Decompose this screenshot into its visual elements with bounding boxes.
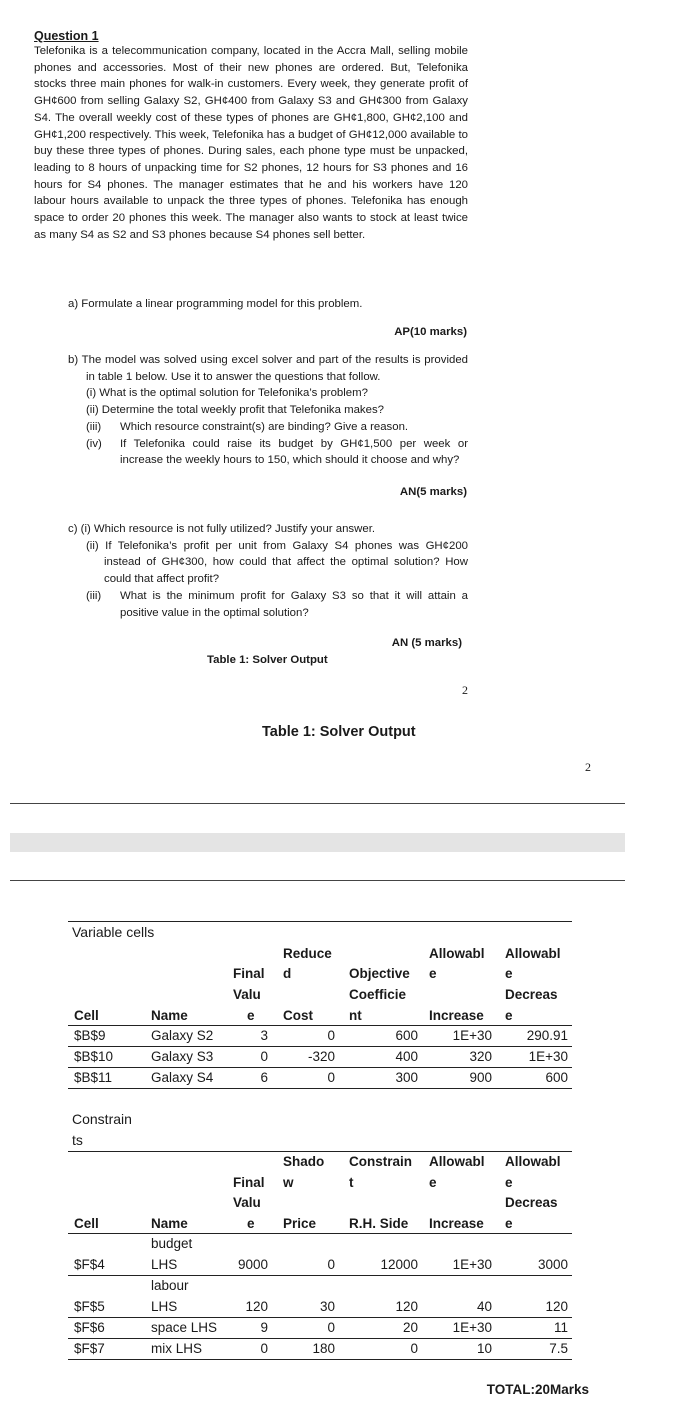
header-allow-decrease-3: Decreas	[505, 987, 558, 1002]
constraints-label-1: Constrain	[72, 1111, 132, 1127]
part-c	[68, 521, 468, 621]
question-paragraph: Telefonika is a telecommunication company, located in the Accra Mall, selling mobile phones and accessories. Most of their new phones are ordered. But, Telefonika stocks three main phones for walk-in customers. Every week, they generate profit of GH¢600 from selling Galaxy S2, GH¢400 from Galaxy S3 and GH¢300 from Galaxy S4. The overall weekly cost of these types of phones are GH¢1,800, GH¢2,100 and GH¢1,200 respectively. This week, Telefonika has a budget of GH¢12,000 available to buy these three types of phones. During sales, each phone type must be unpacked, leading to 8 hours of unpacking time for S2 phones, 12 hours for S3 phones and 16 hours for S4 phones. The manager estimates that he and his workers have 120 labour hours available to unpack the three types of phones. Telefonika has enough space to order 20 phones this week. The manager also wants to stock at least twice as many S4 as S2 and S3 phones because S4 phones sell better.	[34, 45, 468, 241]
table-rule	[68, 1088, 572, 1089]
row-shadow: 180	[312, 1341, 335, 1356]
row-name: Galaxy S2	[151, 1028, 214, 1043]
part-c-q1: c) (i) Which resource is not fully utilized? Justify your answer.	[68, 523, 376, 535]
row-cell: $B$9	[74, 1028, 106, 1043]
question-title: Question 1	[34, 29, 99, 43]
row-shadow: 0	[327, 1257, 335, 1272]
part-b-q1: (i) What is the optimal solution for Telefonika’s problem?	[86, 387, 368, 400]
row-objective: 300	[395, 1070, 418, 1085]
header-final-value-1: Final	[233, 966, 265, 981]
header-allow-increase-3: Increase	[429, 1216, 484, 1231]
header-allow-increase-2: e	[429, 966, 437, 981]
part-b-q3	[86, 419, 468, 436]
row-objective: 400	[395, 1049, 418, 1064]
part-b-q4-text: If Telefonika could raise its budget by GH¢1,500 per week or increase the weekly hours to 150, which should it choose and why?	[120, 437, 468, 467]
part-a-marks: AP(10 marks)	[394, 326, 467, 338]
table-caption-large: Table 1: Solver Output	[262, 724, 416, 740]
part-b-q4-num: (iv)	[86, 437, 102, 450]
row-final: 0	[260, 1341, 268, 1356]
row-decrease: 3000	[537, 1257, 568, 1272]
header-allow-decrease-3: Decreas	[505, 1195, 558, 1210]
row-decrease: 120	[545, 1299, 568, 1314]
header-allow-decrease-1: Allowabl	[505, 946, 561, 961]
row-reduced: 0	[327, 1028, 335, 1043]
header-name: Name	[151, 1008, 188, 1023]
header-allow-increase-2: e	[429, 1175, 437, 1190]
header-shadow-price-1: Shado	[283, 1154, 325, 1169]
row-decrease: 290.91	[526, 1028, 568, 1043]
row-final: 6	[260, 1070, 268, 1085]
part-b-intro: b) The model was solved using excel solver and part of the results is provided in table 1 below. Use it to answer the questions that follow.	[68, 354, 468, 383]
header-rhs-2: t	[349, 1175, 354, 1190]
header-allow-decrease-1: Allowabl	[505, 1154, 561, 1169]
row-increase: 1E+30	[452, 1320, 492, 1335]
part-c-q3	[86, 588, 468, 621]
header-final-value-3: e	[247, 1008, 255, 1023]
row-increase: 900	[469, 1070, 492, 1085]
table-rule	[68, 1275, 572, 1276]
row-name: Galaxy S4	[151, 1070, 214, 1085]
row-decrease: 11	[553, 1320, 568, 1335]
row-name: mix LHS	[151, 1341, 203, 1356]
row-final: 0	[260, 1049, 268, 1064]
row-name-line2: LHS	[151, 1299, 178, 1314]
header-reduced-cost-2: d	[283, 966, 292, 981]
page-number-1: 2	[462, 683, 468, 697]
part-b-q3-text: Which resource constraint(s) are binding? Give a reason.	[120, 420, 409, 433]
row-reduced: 0	[327, 1070, 335, 1085]
row-final: 3	[260, 1028, 268, 1043]
row-cell: $B$10	[74, 1049, 114, 1064]
row-shadow: 30	[319, 1299, 335, 1314]
part-b	[68, 352, 468, 469]
part-b-q2: (ii) Determine the total weekly profit that Telefonika makes?	[86, 404, 384, 417]
header-reduced-cost-1: Reduce	[283, 946, 332, 961]
row-cell: $F$4	[74, 1257, 105, 1272]
table-rule	[68, 1233, 572, 1234]
part-c-marks: AN (5 marks)	[391, 637, 462, 649]
header-final-value-2: Valu	[233, 987, 261, 1002]
row-increase: 1E+30	[452, 1257, 492, 1272]
row-rhs: 20	[402, 1320, 418, 1335]
header-final-value-3: e	[247, 1216, 255, 1231]
part-b-q3-num: (iii)	[86, 420, 102, 433]
row-increase: 320	[469, 1049, 492, 1064]
header-allow-increase-1: Allowabl	[429, 946, 485, 961]
header-cell: Cell	[74, 1008, 99, 1023]
header-objective-3: nt	[349, 1008, 362, 1023]
part-b-marks: AN(5 marks)	[399, 486, 467, 498]
table-rule	[68, 1359, 572, 1360]
row-increase: 1E+30	[452, 1028, 492, 1043]
header-rhs-1: Constrain	[349, 1154, 413, 1169]
row-cell: $F$5	[74, 1299, 105, 1314]
header-cell: Cell	[74, 1216, 99, 1231]
row-final: 120	[245, 1299, 268, 1314]
row-rhs: 120	[395, 1299, 418, 1314]
header-objective-1: Objective	[349, 966, 410, 981]
header-allow-increase-1: Allowabl	[429, 1154, 485, 1169]
constraints-label-2: ts	[72, 1132, 83, 1148]
header-final-value-1: Final	[233, 1175, 265, 1190]
row-final: 9000	[237, 1257, 268, 1272]
row-name: space LHS	[151, 1320, 218, 1335]
header-rhs-3: R.H. Side	[349, 1216, 409, 1231]
header-reduced-cost-3: Cost	[283, 1008, 313, 1023]
row-name-line2: LHS	[151, 1257, 178, 1272]
part-b-q4	[86, 436, 468, 469]
table-rule	[68, 921, 572, 922]
table-caption-small: Table 1: Solver Output	[207, 654, 328, 666]
separator-line-1	[10, 803, 625, 804]
header-allow-decrease-2: e	[505, 1175, 513, 1190]
part-a-text: a) Formulate a linear programming model for this problem.	[68, 298, 363, 310]
row-increase: 40	[476, 1299, 492, 1314]
header-name: Name	[151, 1216, 188, 1231]
row-rhs: 12000	[380, 1257, 418, 1272]
header-objective-2: Coefficie	[349, 987, 407, 1002]
part-c-q2: (ii) If Telefonika’s profit per unit from Galaxy S4 phones was GH¢200 instead of GH¢300, how could that affect the optimal solution? How could that affect profit?	[86, 539, 468, 586]
header-allow-decrease-2: e	[505, 966, 513, 981]
grey-band	[10, 833, 625, 852]
header-final-value-2: Valu	[233, 1195, 261, 1210]
row-decrease: 7.5	[549, 1341, 568, 1356]
row-cell: $B$11	[74, 1070, 113, 1085]
row-name-line1: budget	[151, 1236, 193, 1251]
row-increase: 10	[476, 1341, 492, 1356]
row-name: Galaxy S3	[151, 1049, 214, 1064]
row-cell: $F$7	[74, 1341, 105, 1356]
total-marks: TOTAL:20Marks	[486, 1382, 589, 1397]
page-number-2: 2	[585, 760, 591, 774]
row-reduced: -320	[307, 1049, 335, 1064]
part-c-q3-num: (iii)	[86, 589, 102, 602]
header-shadow-price-3: Price	[283, 1216, 317, 1231]
row-objective: 600	[395, 1028, 418, 1043]
row-decrease: 1E+30	[528, 1049, 568, 1064]
header-allow-decrease-4: e	[505, 1216, 513, 1231]
row-shadow: 0	[327, 1320, 335, 1335]
row-cell: $F$6	[74, 1320, 105, 1335]
part-c-q3-text: What is the minimum profit for Galaxy S3 so that it will attain a positive value in the optimal solution?	[120, 589, 468, 619]
row-decrease: 600	[545, 1070, 568, 1085]
row-name-line1: labour	[151, 1278, 189, 1293]
header-allow-decrease-4: e	[505, 1008, 513, 1023]
row-final: 9	[260, 1320, 268, 1335]
header-allow-increase-3: Increase	[429, 1008, 484, 1023]
variable-cells-label: Variable cells	[72, 924, 155, 940]
row-rhs: 0	[410, 1341, 418, 1356]
separator-line-2	[10, 880, 625, 881]
header-shadow-price-2: w	[283, 1175, 294, 1190]
